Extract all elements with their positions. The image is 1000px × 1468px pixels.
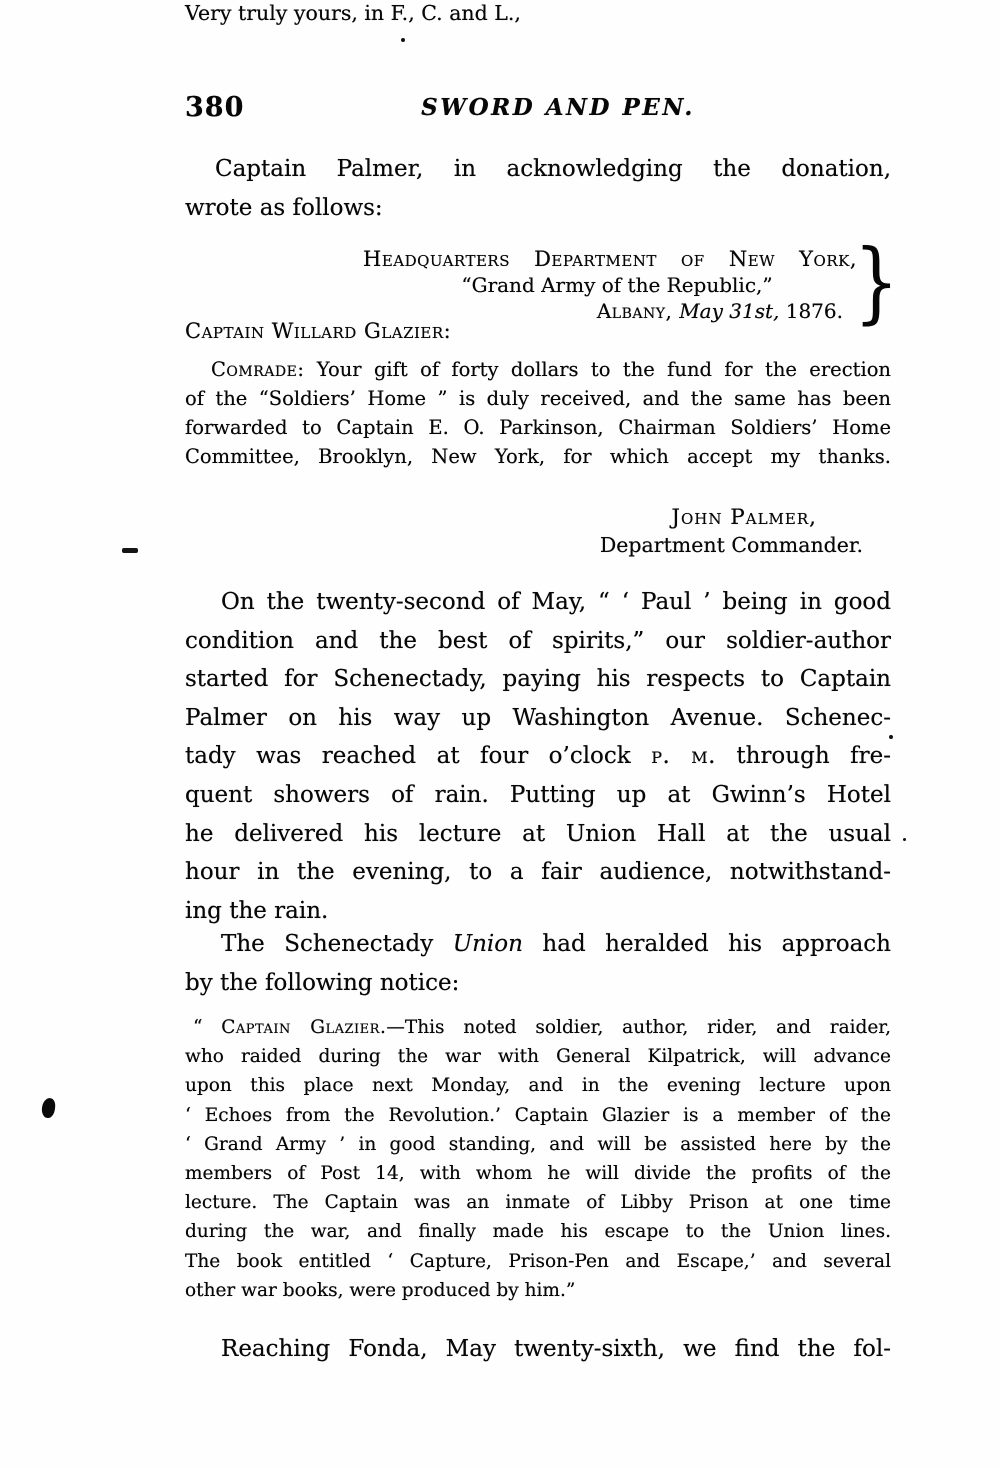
text-segment: of the “Soldiers’ Home ” is duly received, and the same has been [185,387,891,410]
text-segment: started for Schenectady, paying his respects to Captain [185,666,891,693]
text-segment: —This noted soldier, author, rider, and raider, [386,1017,892,1038]
text-segment: On the twenty-second of May, “ ‘ Paul ’ being in good [221,589,891,615]
text-line [185,699,891,738]
ink-speck [401,38,405,42]
text-segment: ‘ Echoes from the Revolution.’ Captain Glazier is a member of the [185,1104,891,1126]
text-line [185,413,891,442]
narrative-paragraph-2 [185,925,891,1002]
text-segment: members of Post 14, with whom he will divide the profits of the [185,1163,891,1185]
text-segment: by the following notice: [185,969,460,996]
ink-speck [903,838,906,841]
text-line [363,272,857,298]
text-line [185,925,891,964]
text-line [185,189,891,228]
text-line [185,660,891,699]
text-line [185,1071,891,1100]
small-caps-text: Albany, [596,299,680,323]
text-line [185,583,891,622]
intro-paragraph [185,150,891,228]
text-line [185,1188,891,1217]
narrative-paragraph-1 [185,583,891,930]
text-segment: during the war, and finally made his escape to the Union lines. [185,1221,891,1243]
text-line [185,1042,891,1071]
text-segment: “Grand Army of the Republic,” [461,273,773,297]
text-segment: other war books, were produced by him.” [185,1279,576,1301]
text-line [185,355,891,384]
ink-blot [41,1097,56,1118]
text-segment: he delivered his lecture at Union Hall at the usual [185,820,891,847]
text-line [185,442,891,471]
text-segment: wrote as follows: [185,195,383,221]
text-segment: tady was reached at four o’clock [185,743,652,770]
text-line [185,853,891,892]
text-segment: Committee, Brooklyn, New York, for which accept my thanks. [185,445,891,468]
letter-signature: John Palmer, [671,505,817,530]
text-segment: Palmer on his way up Washington Avenue. Schenec- [185,704,891,731]
text-line [185,622,891,661]
text-line [185,150,891,189]
letter-body [185,355,891,471]
text-line [185,1130,891,1159]
text-line [185,815,891,854]
letter-heading [363,246,857,324]
closing-paragraph [185,1330,891,1369]
italic-text: May 31st, [679,299,786,323]
text-segment: The Schenectady [221,931,453,957]
text-line [363,246,857,272]
text-segment: ‘ Grand Army ’ in good standing, and will be assisted here by the [185,1133,891,1155]
text-segment: who raided during the war with General Kilpatrick, will advance [185,1046,891,1068]
text-line [185,384,891,413]
text-line [185,1217,891,1246]
text-segment: 1876. [785,299,843,323]
text-line [185,776,891,815]
text-segment: condition and the best of spirits,” our soldier-author [185,627,891,654]
text-line [185,1247,891,1276]
letter-signature-title: Department Commander. [599,533,863,557]
small-caps-text: p. m. [651,743,716,770]
text-line [185,1101,891,1130]
running-title: SWORD AND PEN. [421,94,695,121]
text-segment: The book entitled ‘ Capture, Prison-Pen and Escape,’ and several [185,1250,891,1272]
newspaper-notice-paragraph [185,1013,891,1305]
text-line [185,1276,891,1305]
page-header [185,92,891,122]
text-segment: had heralded his approach [522,931,891,957]
letter-closing: Very truly yours, in F., C. and L., [185,1,521,25]
letterhead-brace: } [854,230,899,333]
text-line [185,1159,891,1188]
text-line [185,1013,891,1042]
small-caps-text: Comrade: [211,358,305,381]
italic-text: Union [452,931,523,957]
small-caps-text: Headquarters Department of New York, [363,247,857,271]
text-segment: ing the rain. [185,897,329,924]
text-segment: through fre- [715,743,891,770]
ink-speck [889,735,893,739]
text-line [185,964,891,1003]
text-segment: hour in the evening, to a fair audience, notwithstand- [185,859,891,886]
text-line [185,737,891,776]
text-segment: quent showers of rain. Putting up at Gwinn’s Hotel [185,781,891,808]
text-segment: “ [193,1017,222,1038]
text-segment: Captain Palmer, in acknowledging the donation, [215,156,891,182]
text-segment: forwarded to Captain E. O. Parkinson, Chairman Soldiers’ Home [185,416,891,439]
ink-dash-mark [122,548,138,553]
page-number: 380 [185,92,245,123]
text-line [185,1330,891,1369]
small-caps-text: Captain Glazier. [221,1017,387,1038]
text-segment: Your gift of forty dollars to the fund for the erection [304,358,891,381]
text-segment: lecture. The Captain was an inmate of Libby Prison at one time [185,1192,891,1214]
text-segment: Reaching Fonda, May twenty-sixth, we find the fol- [221,1336,891,1362]
text-segment: upon this place next Monday, and in the evening lecture upon [185,1075,891,1097]
letter-salutation: Captain Willard Glazier: [185,319,452,343]
